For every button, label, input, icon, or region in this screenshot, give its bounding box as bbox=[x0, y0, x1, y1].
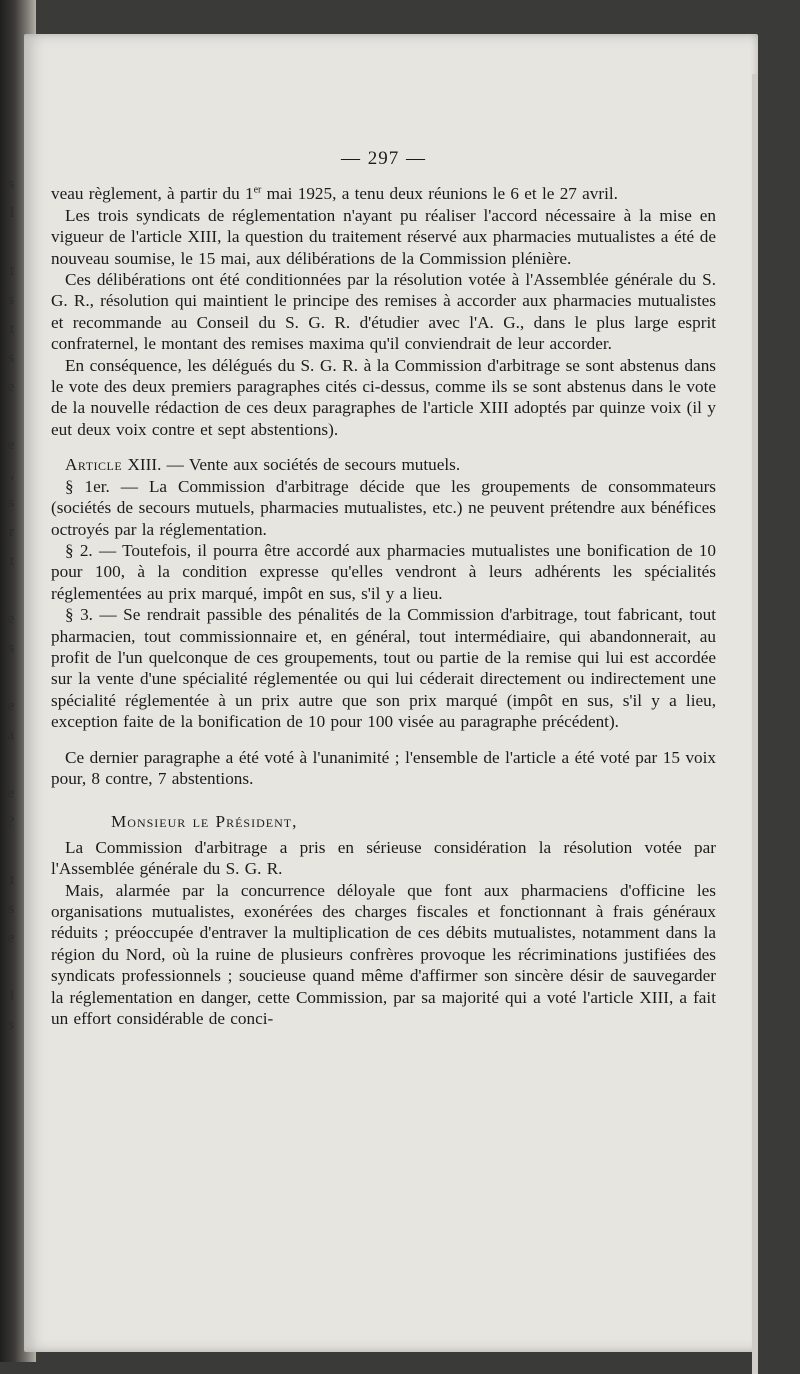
book-page bbox=[24, 34, 758, 1352]
margin-fragment bbox=[0, 576, 14, 605]
closing-paragraph: La Commission d'arbitrage a pris en sérieuse considération la résolution votée par l'Assemblée générale du S. G. R. bbox=[51, 837, 716, 879]
margin-fragment bbox=[0, 953, 14, 982]
margin-fragment: t bbox=[9, 553, 14, 569]
paragraph: Ces délibérations ont été conditionnées par la résolution votée à l'Assemblée générale du S. G. R., résolution qui maintient le principe des remises à accorder aux pharmacies mutualistes et recommande au Conseil du S. G. R. d'étudier avec l'A. G., dans le plus large esprit confraternel, le montant des remises maxima qu'il conviendrait de leur accorder. bbox=[51, 270, 716, 354]
section-mark: § 2. bbox=[65, 540, 93, 560]
margin-fragment: r bbox=[9, 524, 14, 540]
margin-fragment: l bbox=[9, 988, 14, 1004]
margin-fragment bbox=[0, 228, 14, 257]
margin-fragment: s bbox=[8, 640, 14, 656]
margin-fragment: a bbox=[7, 727, 14, 743]
margin-fragment: s bbox=[8, 292, 14, 308]
section-text: — La Commission d'arbitrage décide que les groupements de consommateurs (sociétés de secours mutuels, pharmacies mutualistes, etc.) ne peuvent prétendre aux bénéfices octroyés par la réglementation. bbox=[51, 476, 716, 539]
margin-fragment: s bbox=[8, 901, 14, 917]
margin-fragment: e bbox=[7, 698, 14, 714]
salutation: Monsieur le Président, bbox=[111, 812, 298, 832]
article-heading bbox=[51, 454, 716, 475]
section-mark: § 3. bbox=[65, 605, 93, 625]
margin-fragment: t bbox=[9, 872, 14, 888]
section-text: — Toutefois, il pourra être accordé aux pharmacies mutualistes une bonification de 10 pour 100, à la condition expresse qu'elles vendront à leurs adhérents les spécialités réglementées au prix marqué, impôt en sus, s'il y a lieu. bbox=[51, 540, 717, 603]
article-section bbox=[51, 540, 716, 604]
margin-fragment: , bbox=[10, 466, 14, 482]
article-section bbox=[51, 604, 716, 732]
margin-fragment bbox=[0, 663, 14, 692]
margin-fragment bbox=[0, 837, 14, 866]
section-text: — Se rendrait passible des pénalités de la Commission d'arbitrage, tout fabricant, tout pharmacien, tout commissionnaire et, en général, tout intermédiaire, qui abandonnerait, au profit de l'un quelconque de ces groupements, tout ou partie de la remise qui lui est accordée sur la vente d'une spécialité réglementée ou qui lui céderait directement ou indirectement une spécialité réglementée à un prix autre que son prix marqué (impôt en sus, s'il y a lieu, exception faite de la bonification de 10 pour 100 visée au paragraphe précédent). bbox=[51, 605, 716, 732]
margin-fragment: e bbox=[7, 930, 14, 946]
margin-fragment: l bbox=[9, 205, 14, 221]
vote-note: Ce dernier paragraphe a été voté à l'unanimité ; l'ensemble de l'article a été voté par 15 voix pour, 8 contre, 7 abstentions. bbox=[51, 747, 716, 788]
page-edge bbox=[752, 74, 758, 1374]
article-label: Article bbox=[65, 455, 123, 475]
article-title: XIII. — Vente aux sociétés de secours mutuels. bbox=[122, 455, 461, 475]
margin-fragment: s bbox=[8, 1017, 14, 1033]
margin-fragment: s bbox=[8, 350, 14, 366]
margin-fragment: e bbox=[7, 611, 14, 627]
page-content bbox=[51, 148, 716, 1029]
margin-fragment bbox=[0, 402, 14, 431]
margin-fragment: t bbox=[9, 263, 14, 279]
margin-fragment: e bbox=[7, 437, 14, 453]
paragraph: Les trois syndicats de réglementation n'ayant pu réaliser l'accord nécessaire à la mise en vigueur de l'article XIII, la question du traitement réservé aux pharmacies mutualistes a été de nouveau soumise, le 15 mai, aux délibérations de la Commission plénière. bbox=[51, 205, 716, 268]
margin-fragment: t bbox=[9, 321, 14, 337]
margin-fragment bbox=[0, 750, 14, 779]
closing-paragraph: Mais, alarmée par la concurrence déloyale que font aux pharmaciens d'officine les organisations mutualistes, exonérées des charges fiscales et fonctionnant à frais généraux réduits ; préoccupée d'entraver la multiplication de ces débits mutualistes, notamment dans la région du Nord, où la ruine de plusieurs confrères provoque les récriminations justifiées des syndicats professionnels ; soucieuse quand même d'affirmer son sincère désir de sauvegarder la réglementation en danger, cette Commission, par sa majorité qui a voté l'article XIII, a fait un effort considérable de conci- bbox=[51, 880, 716, 1029]
paragraph: veau règlement, à partir du 1er mai 1925, a tenu deux réunions le 6 et le 27 avril. bbox=[51, 184, 618, 204]
article-section bbox=[51, 476, 716, 540]
previous-page-margin bbox=[0, 170, 14, 1033]
section-mark: § 1er. bbox=[65, 476, 110, 496]
margin-fragment: s bbox=[8, 176, 14, 192]
margin-fragment: s bbox=[8, 495, 14, 511]
margin-fragment: e bbox=[7, 785, 14, 801]
paragraph: En conséquence, les délégués du S. G. R. à la Commission d'arbitrage se sont abstenus dans le vote des deux premiers paragraphes cités ci-dessus, comme ils se sont abstenus dans le vote de la nouvelle rédaction de ces deux paragraphes de l'article XIII adoptés par quinze voix (il y eut deux voix contre et sept abstentions). bbox=[51, 355, 716, 439]
margin-fragment: e bbox=[7, 379, 14, 395]
margin-fragment: ? bbox=[7, 814, 14, 830]
page-number: — 297 — bbox=[341, 148, 426, 169]
